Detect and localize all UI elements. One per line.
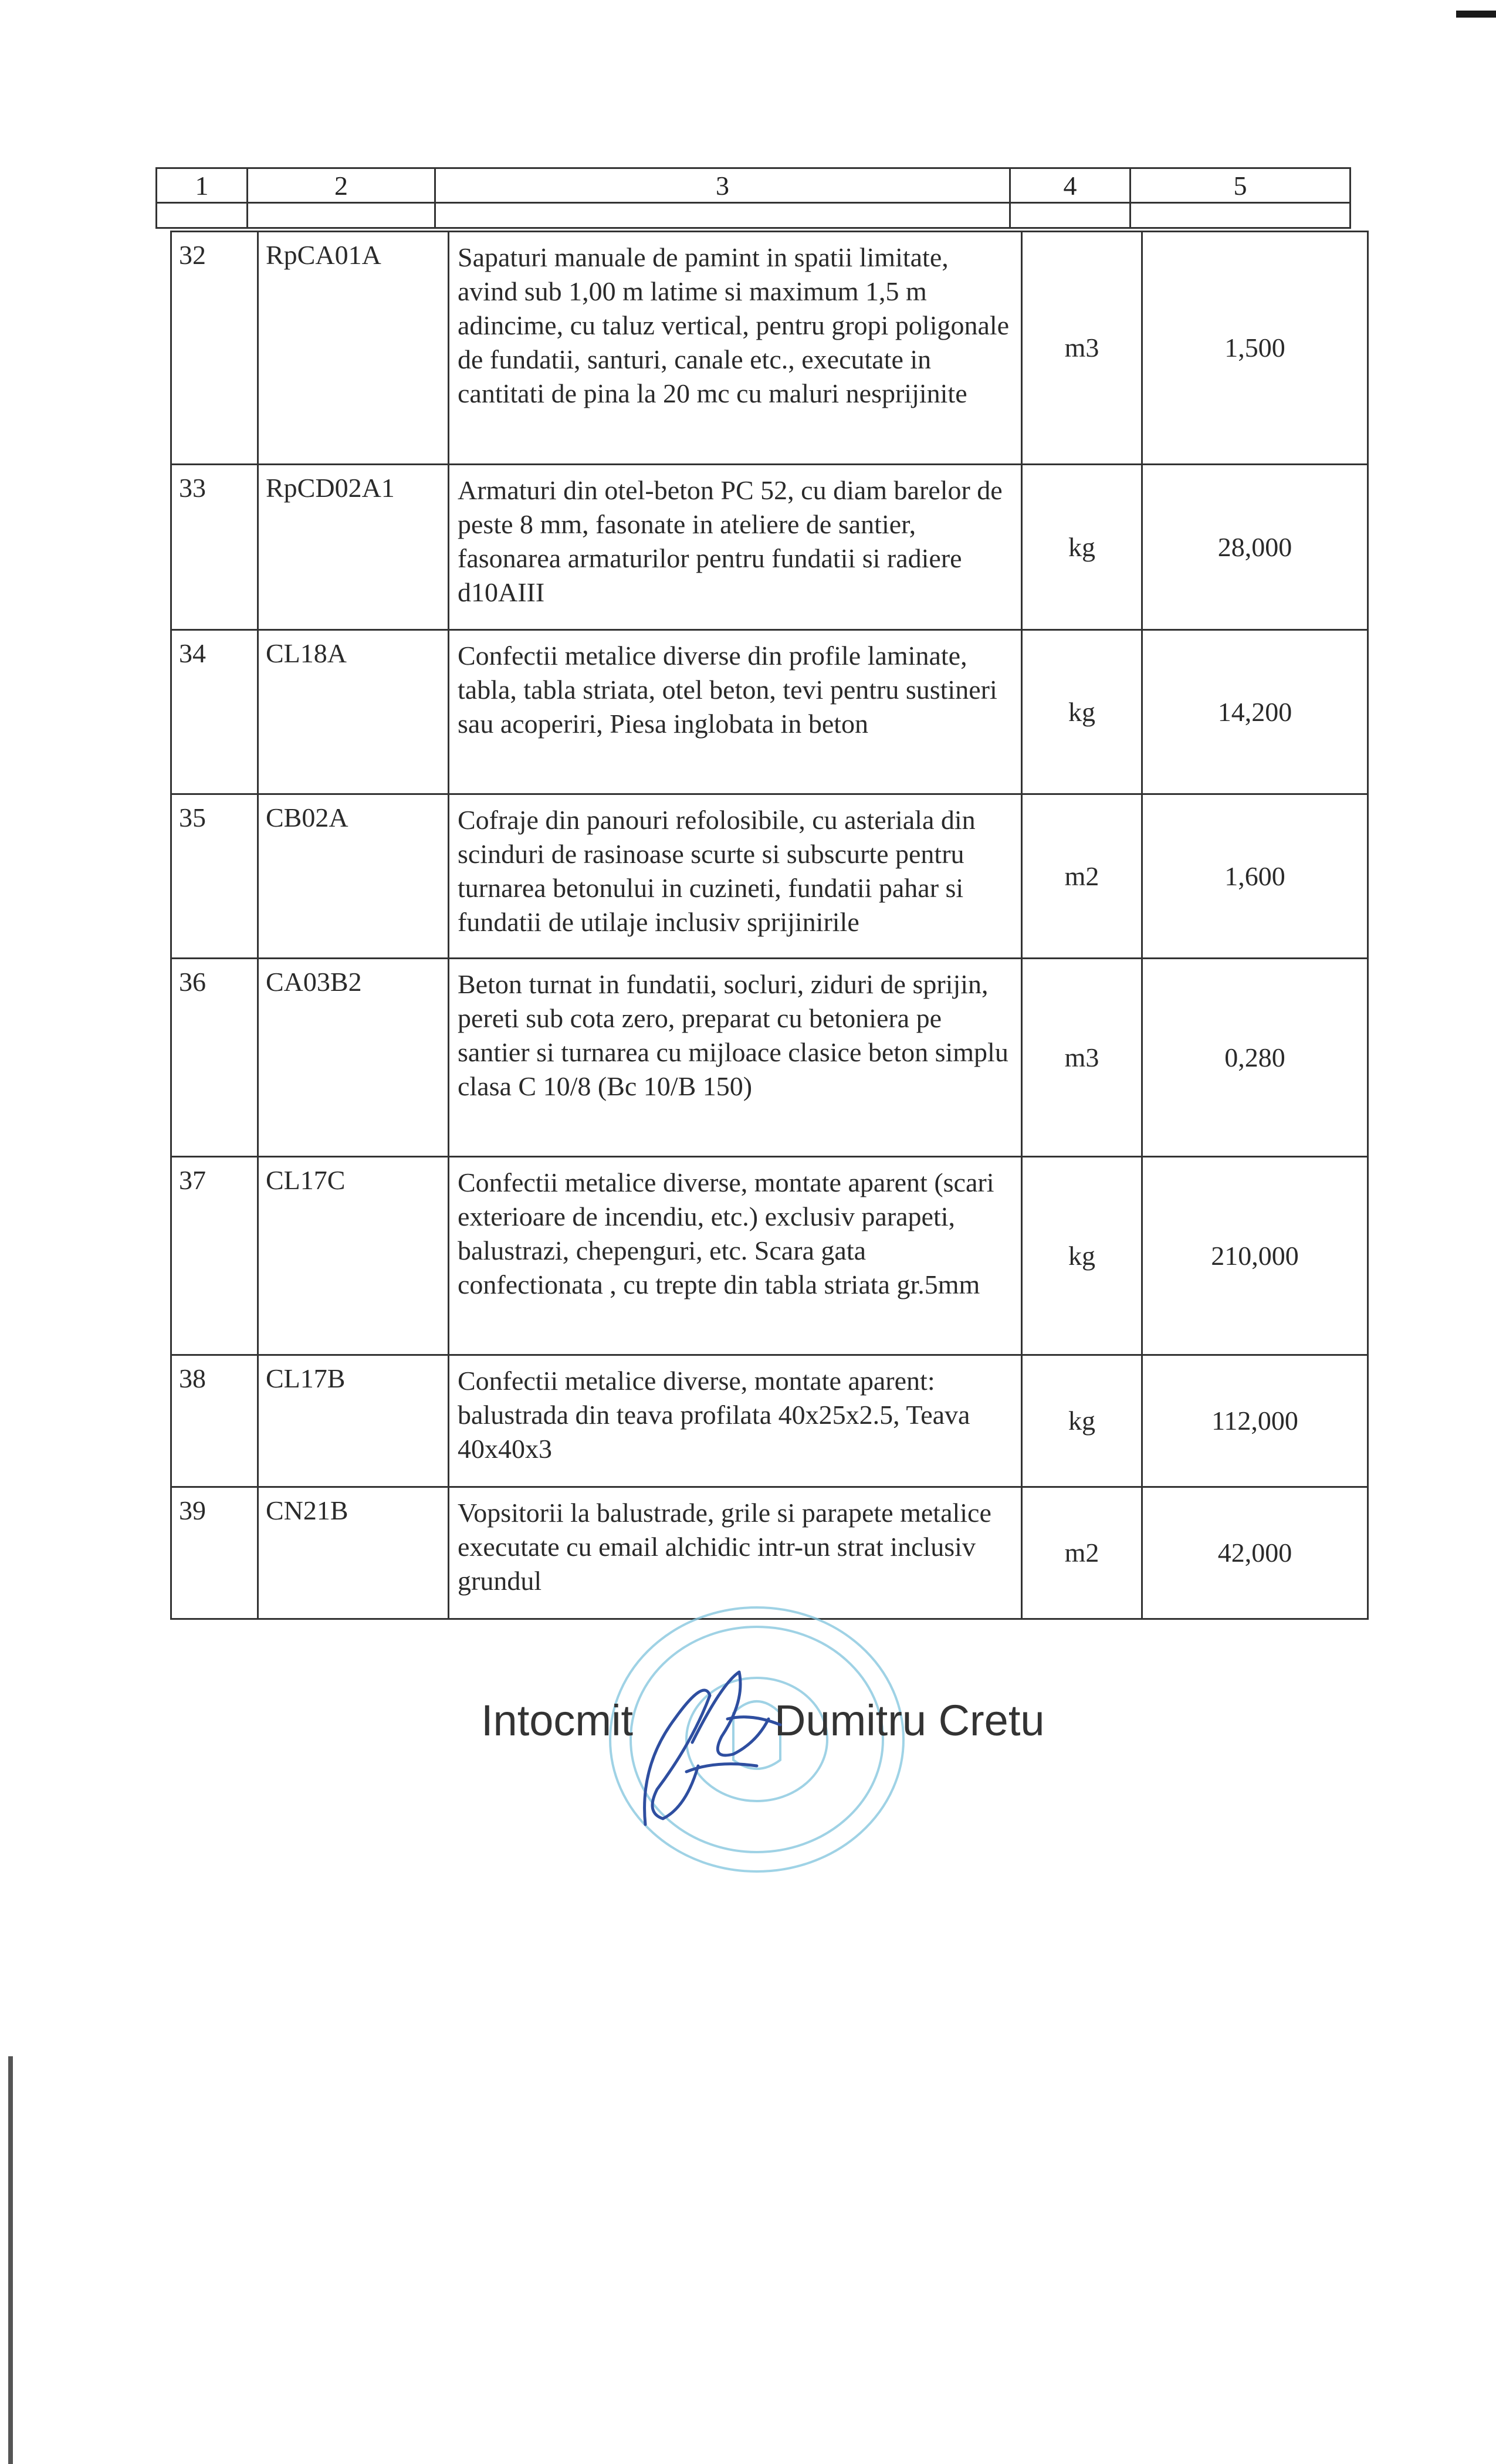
item-description: Beton turnat in fundatii, socluri, ziduri de sprijin, pereti sub cota zero, preparat cu betoniera pe santier si turnarea cu mijloace clasice beton simplu clasa C 10/8 (Bc 10/B 150)	[449, 959, 1022, 1157]
item-description: Cofraje din panouri refolosibile, cu asteriala din scinduri de rasinoase scurte si subscurte pentru turnarea betonului in cuzineti, fundatii pahar si fundatii de utilaje inclusiv sprijinirile	[449, 794, 1022, 959]
item-number: 36	[171, 959, 258, 1157]
empty-cell	[248, 203, 435, 228]
item-description: Armaturi din otel-beton PC 52, cu diam barelor de peste 8 mm, fasonate in ateliere de santier, fasonarea armaturilor pentru fundatii si radiere d10AIII	[449, 465, 1022, 630]
item-description: Vopsitorii la balustrade, grile si parapete metalice executate cu email alchidic intr-un strat inclusiv grundul	[449, 1487, 1022, 1619]
table-row	[171, 1487, 1368, 1619]
item-unit: kg	[1022, 1355, 1142, 1487]
signature-block	[469, 1672, 1056, 1883]
table-row	[171, 232, 1368, 465]
item-quantity: 1,600	[1142, 794, 1368, 959]
scan-edge-mark	[8, 2056, 13, 2464]
item-code: CN21B	[258, 1487, 449, 1619]
item-number: 37	[171, 1157, 258, 1355]
item-unit: kg	[1022, 630, 1142, 794]
item-quantity: 210,000	[1142, 1157, 1368, 1355]
column-header-cell: 4	[1010, 168, 1131, 203]
item-code: CL18A	[258, 630, 449, 794]
table-row	[171, 1157, 1368, 1355]
item-code: CL17C	[258, 1157, 449, 1355]
scan-edge-mark	[1456, 11, 1496, 18]
item-description: Confectii metalice diverse din profile laminate, tabla, tabla striata, otel beton, tevi pentru sustineri sau acoperiri, Piesa inglobata in beton	[449, 630, 1022, 794]
column-header-cell: 1	[157, 168, 248, 203]
table-row	[171, 465, 1368, 630]
item-unit: m3	[1022, 232, 1142, 465]
table-row	[171, 794, 1368, 959]
item-number: 38	[171, 1355, 258, 1487]
item-quantity: 14,200	[1142, 630, 1368, 794]
table-row	[171, 959, 1368, 1157]
handwritten-signature	[622, 1649, 798, 1842]
item-number: 35	[171, 794, 258, 959]
item-number: 33	[171, 465, 258, 630]
column-number-row	[157, 168, 1351, 203]
column-header-cell: 5	[1131, 168, 1351, 203]
column-header-table	[155, 167, 1351, 229]
table-row	[171, 630, 1368, 794]
item-code: RpCA01A	[258, 232, 449, 465]
empty-cell	[435, 203, 1010, 228]
table-row	[171, 1355, 1368, 1487]
item-quantity: 42,000	[1142, 1487, 1368, 1619]
item-quantity: 28,000	[1142, 465, 1368, 630]
item-unit: kg	[1022, 1157, 1142, 1355]
item-code: RpCD02A1	[258, 465, 449, 630]
empty-cell	[157, 203, 248, 228]
item-quantity: 112,000	[1142, 1355, 1368, 1487]
empty-cell	[1131, 203, 1351, 228]
item-description: Sapaturi manuale de pamint in spatii limitate, avind sub 1,00 m latime si maximum 1,5 m adincime, cu taluz vertical, pentru gropi poligonale de fundatii, santuri, canale etc., executate in cantitati de pina la 20 mc cu maluri nesprijinite	[449, 232, 1022, 465]
item-unit: m2	[1022, 1487, 1142, 1619]
empty-cell	[1010, 203, 1131, 228]
signer-name: Dumitru Cretu	[774, 1696, 1045, 1745]
item-number: 34	[171, 630, 258, 794]
item-unit: m2	[1022, 794, 1142, 959]
column-header-cell: 3	[435, 168, 1010, 203]
item-code: CA03B2	[258, 959, 449, 1157]
header-spacer-row	[157, 203, 1351, 228]
item-quantity: 0,280	[1142, 959, 1368, 1157]
item-code: CL17B	[258, 1355, 449, 1487]
column-header-cell: 2	[248, 168, 435, 203]
item-number: 32	[171, 232, 258, 465]
item-code: CB02A	[258, 794, 449, 959]
item-unit: m3	[1022, 959, 1142, 1157]
items-table	[170, 231, 1369, 1620]
item-quantity: 1,500	[1142, 232, 1368, 465]
prepared-by-label: Intocmit	[481, 1696, 634, 1745]
item-number: 39	[171, 1487, 258, 1619]
item-unit: kg	[1022, 465, 1142, 630]
item-description: Confectii metalice diverse, montate aparent: balustrada din teava profilata 40x25x2.5, Teava 40x40x3	[449, 1355, 1022, 1487]
item-description: Confectii metalice diverse, montate aparent (scari exterioare de incendiu, etc.) exclusiv parapeti, balustrazi, chepenguri, etc. Scara gata confectionata , cu trepte din tabla striata gr.5mm	[449, 1157, 1022, 1355]
